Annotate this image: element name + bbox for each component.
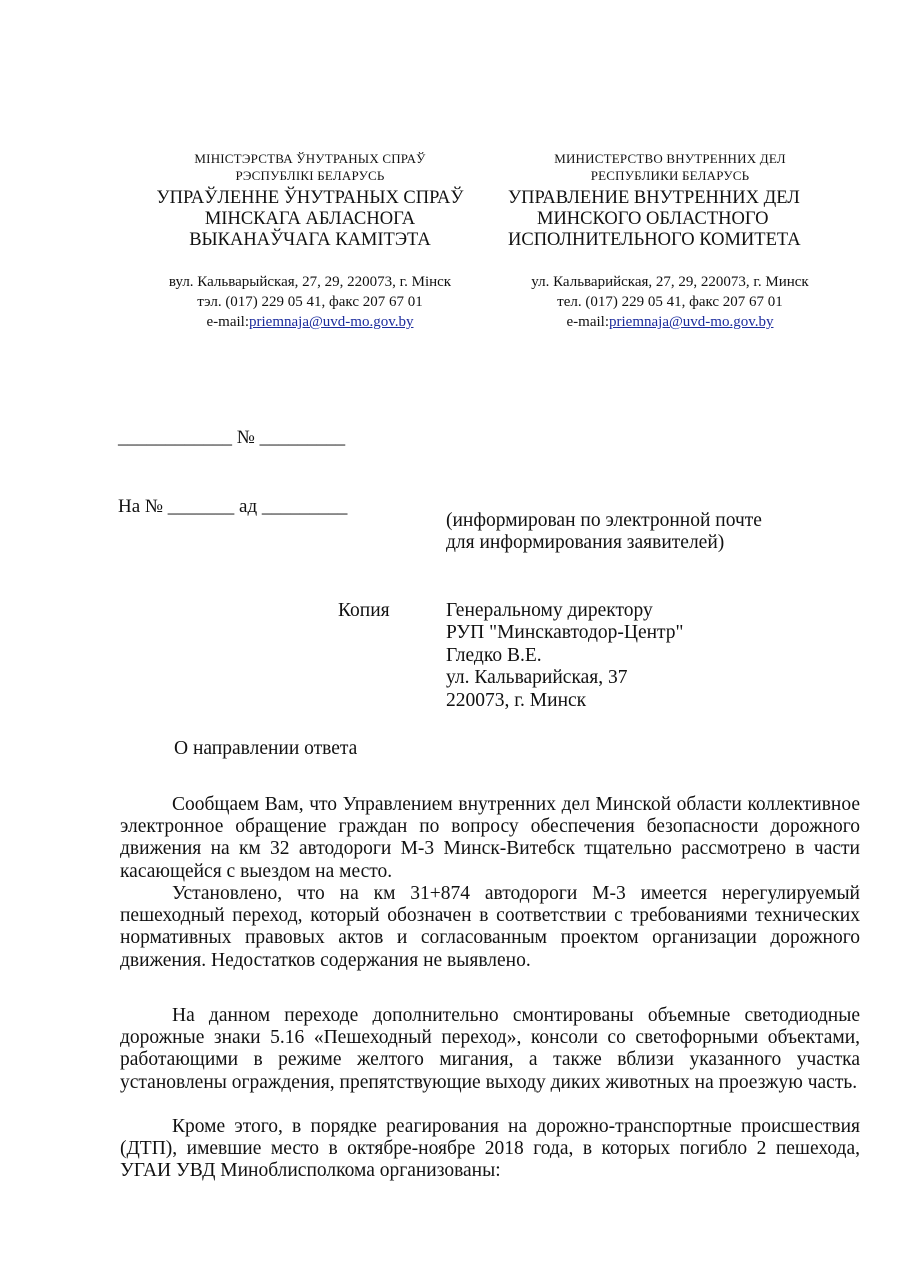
outgoing-number-line: ____________ № _________ [118,427,346,448]
contacts-ru [490,272,850,332]
email-link-be[interactable]: priemnaja@uvd-mo.gov.by [249,314,414,330]
body-paragraph: На данном переходе дополнительно смонтированы объемные светодиодные дорожные знаки 5.16 «Пешеходный переход», консоли со светофорными объектами, работающими в режиме желтого мигания, а также вблизи указанного участка установлены ограждения, препятствующие выходу диких животных на проезжую часть. [120,1005,860,1093]
phone-be: тэл. (017) 229 05 41, факс 207 67 01 [197,294,423,310]
body-paragraph: Кроме этого, в порядке реагирования на дорожно-транспортные происшествия (ДТП), имевшие место в октябре-ноябре 2018 года, в которых погибло 2 пешехода, УГАИ УВД Миноблисполкома организованы: [120,1116,860,1182]
address-ru: ул. Кальварийская, 27, 29, 220073, г. Минск [531,274,809,290]
department-name-ru: УПРАВЛЕНИЕ ВНУТРЕННИХ ДЕЛ МИНСКОГО ОБЛАСТНОГО ИСПОЛНИТЕЛЬНОГО КОМИТЕТА [508,188,801,250]
contacts-be [130,272,490,332]
phone-ru: тел. (017) 229 05 41, факс 207 67 01 [557,294,783,310]
copy-label: Копия [338,600,390,621]
ministry-name-ru: МИНИСТЕРСТВО ВНУТРЕННИХ ДЕЛ РЕСПУБЛИКИ БЕЛАРУСЬ [554,151,786,183]
header-left [130,150,490,332]
copy-line: ул. Кальварийская, 37 [446,667,628,689]
body-paragraph: Сообщаем Вам, что Управлением внутренних дел Минской области коллективное электронное обращение граждан по вопросу обеспечения безопасности дорожного движения на км 32 автодороги М-3 Минск-Витебск тщательно рассмотрено в части касающейся с выездом на место. [120,794,860,882]
copy-recipient [446,600,684,712]
header-right [490,150,850,332]
copy-line: 220073, г. Минск [446,689,587,711]
copy-line: Гледко В.Е. [446,644,542,666]
subject-line: О направлении ответа [174,738,358,759]
body-paragraph: Установлено, что на км 31+874 автодороги М-3 имеется нерегулируемый пешеходный переход, который обозначен в соответствии с требованиями технических нормативных правовых актов и согласованным проектом организации дорожного движения. Недостатков содержания не выявлено. [120,883,860,971]
email-be: e-mail:priemnaja@uvd-mo.gov.by [206,314,414,330]
registration-block [118,380,347,541]
email-link-ru[interactable]: priemnaja@uvd-mo.gov.by [609,314,774,330]
copy-line: Генеральному директору [446,600,653,621]
copy-line: РУП "Минскавтодор-Центр" [446,622,684,644]
ministry-name-be: МІНІСТЭРСТВА ЎНУТРАНЫХ СПРАЎ РЭСПУБЛІКІ БЕЛАРУСЬ [194,151,426,183]
department-name-be: УПРАЎЛЕННЕ ЎНУТРАНЫХ СПРАЎ МІНСКАГА АБЛАСНОГА ВЫКАНАЎЧАГА КАМІТЭТА [156,188,464,250]
address-be: вул. Кальварыйская, 27, 29, 220073, г. Мінск [168,274,452,290]
recipient-note: (информирован по электронной почте для информирования заявителей) [446,510,762,554]
incoming-reference-line: На № _______ ад _________ [118,496,348,517]
email-ru: e-mail:priemnaja@uvd-mo.gov.by [566,314,774,330]
